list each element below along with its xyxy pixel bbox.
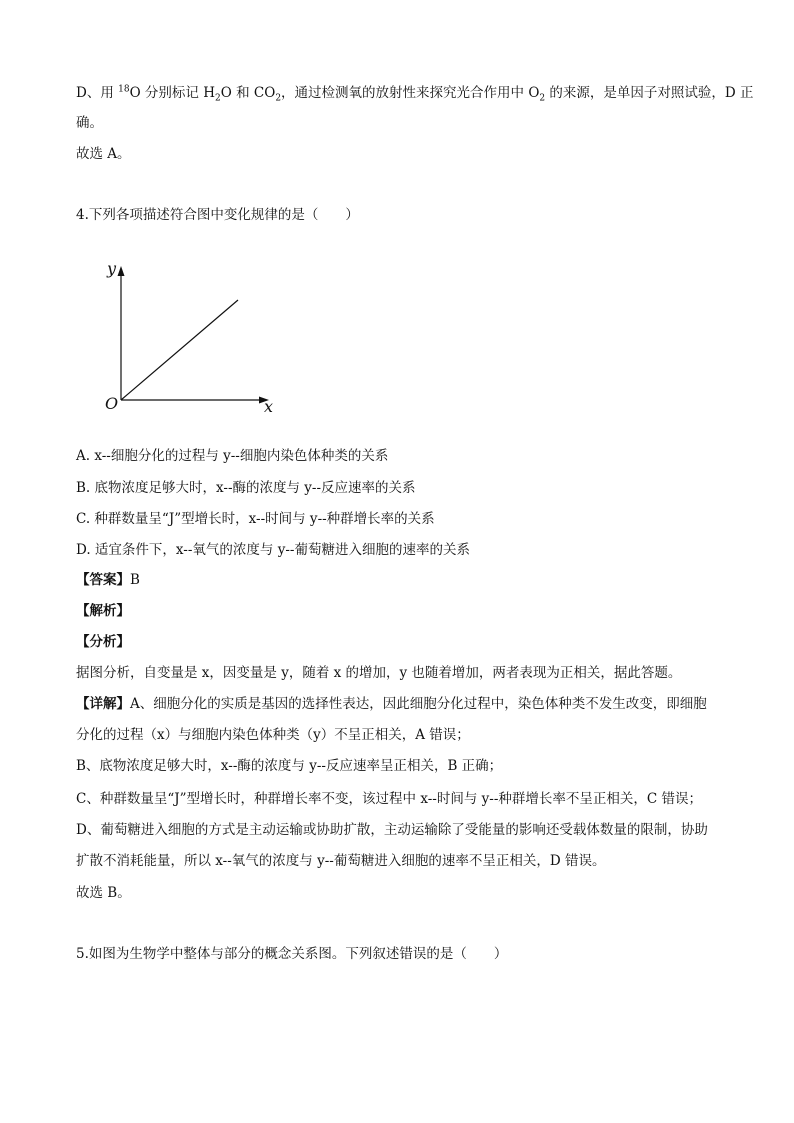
question-5-stem: 5.如图为生物学中整体与部分的概念关系图。下列叙述错误的是（ ） <box>76 946 508 962</box>
detail-line-3: B、底物浓度足够大时，x--酶的浓度与 y--反应速率呈正相关，B 正确； <box>76 758 503 774</box>
detail-line-2: 分化的过程（x）与细胞内染色体种类（y）不呈正相关，A 错误； <box>76 727 470 743</box>
analysis-text: 据图分析，自变量是 x，因变量是 y，随着 x 的增加，y 也随着增加，两者表现为正相关，据此答题。 <box>76 665 682 681</box>
analysis-sub-tag: 【分析】 <box>76 634 130 650</box>
detail-line-4: C、种群数量呈“J”型增长时，种群增长率不变，该过程中 x--时间与 y--种群增长率不呈正相关，C 错误； <box>76 791 702 807</box>
option-d: D. 适宜条件下，x--氧气的浓度与 y--葡萄糖进入细胞的速率的关系 <box>76 542 470 558</box>
question-4-conclusion: 故选 B。 <box>76 885 131 901</box>
answer-tag: 【答案】 <box>76 572 130 588</box>
prev-option-d-line2: 确。 <box>76 115 103 131</box>
option-b: B. 底物浓度足够大时，x--酶的浓度与 y--反应速率的关系 <box>76 480 416 496</box>
y-axis-label: y <box>107 259 117 278</box>
analysis-tag: 【解析】 <box>76 603 130 619</box>
answer-line <box>76 571 140 589</box>
prev-option-d-line1: D、用 $^{18}$O 分别标记 $H_2O$ 和 $CO_2$，通过检测氧的放射性来探究光合作用中 $O_2$ 的来源，是单因子对照试验，D 正 <box>76 84 754 104</box>
option-a: A. x--细胞分化的过程与 y--细胞内染色体种类的关系 <box>76 448 389 464</box>
detail-line-1: 【详解】A、细胞分化的实质是基因的选择性表达，因此细胞分化过程中，染色体种类不发生改变，即细胞 <box>76 696 707 712</box>
x-axis-label: x <box>264 397 274 416</box>
option-c: C. 种群数量呈“J”型增长时，x--时间与 y--种群增长率的关系 <box>76 511 435 527</box>
question-4-stem: 4.下列各项描述符合图中变化规律的是（ ） <box>76 207 359 223</box>
detail-line-6: 扩散不消耗能量，所以 x--氧气的浓度与 y--葡萄糖进入细胞的速率不呈正相关，D 错误。 <box>76 853 606 869</box>
question-4-figure <box>96 252 286 417</box>
prev-conclusion: 故选 A。 <box>76 146 131 162</box>
answer-value: B <box>130 572 140 588</box>
trend-line <box>121 300 238 400</box>
detail-line-5: D、葡萄糖进入细胞的方式是主动运输或协助扩散，主动运输除了受能量的影响还受载体数量的限制，协助 <box>76 822 708 838</box>
y-axis-arrow <box>118 266 125 276</box>
detail-tag: 【详解】 <box>76 696 130 712</box>
origin-label: O <box>105 394 119 413</box>
